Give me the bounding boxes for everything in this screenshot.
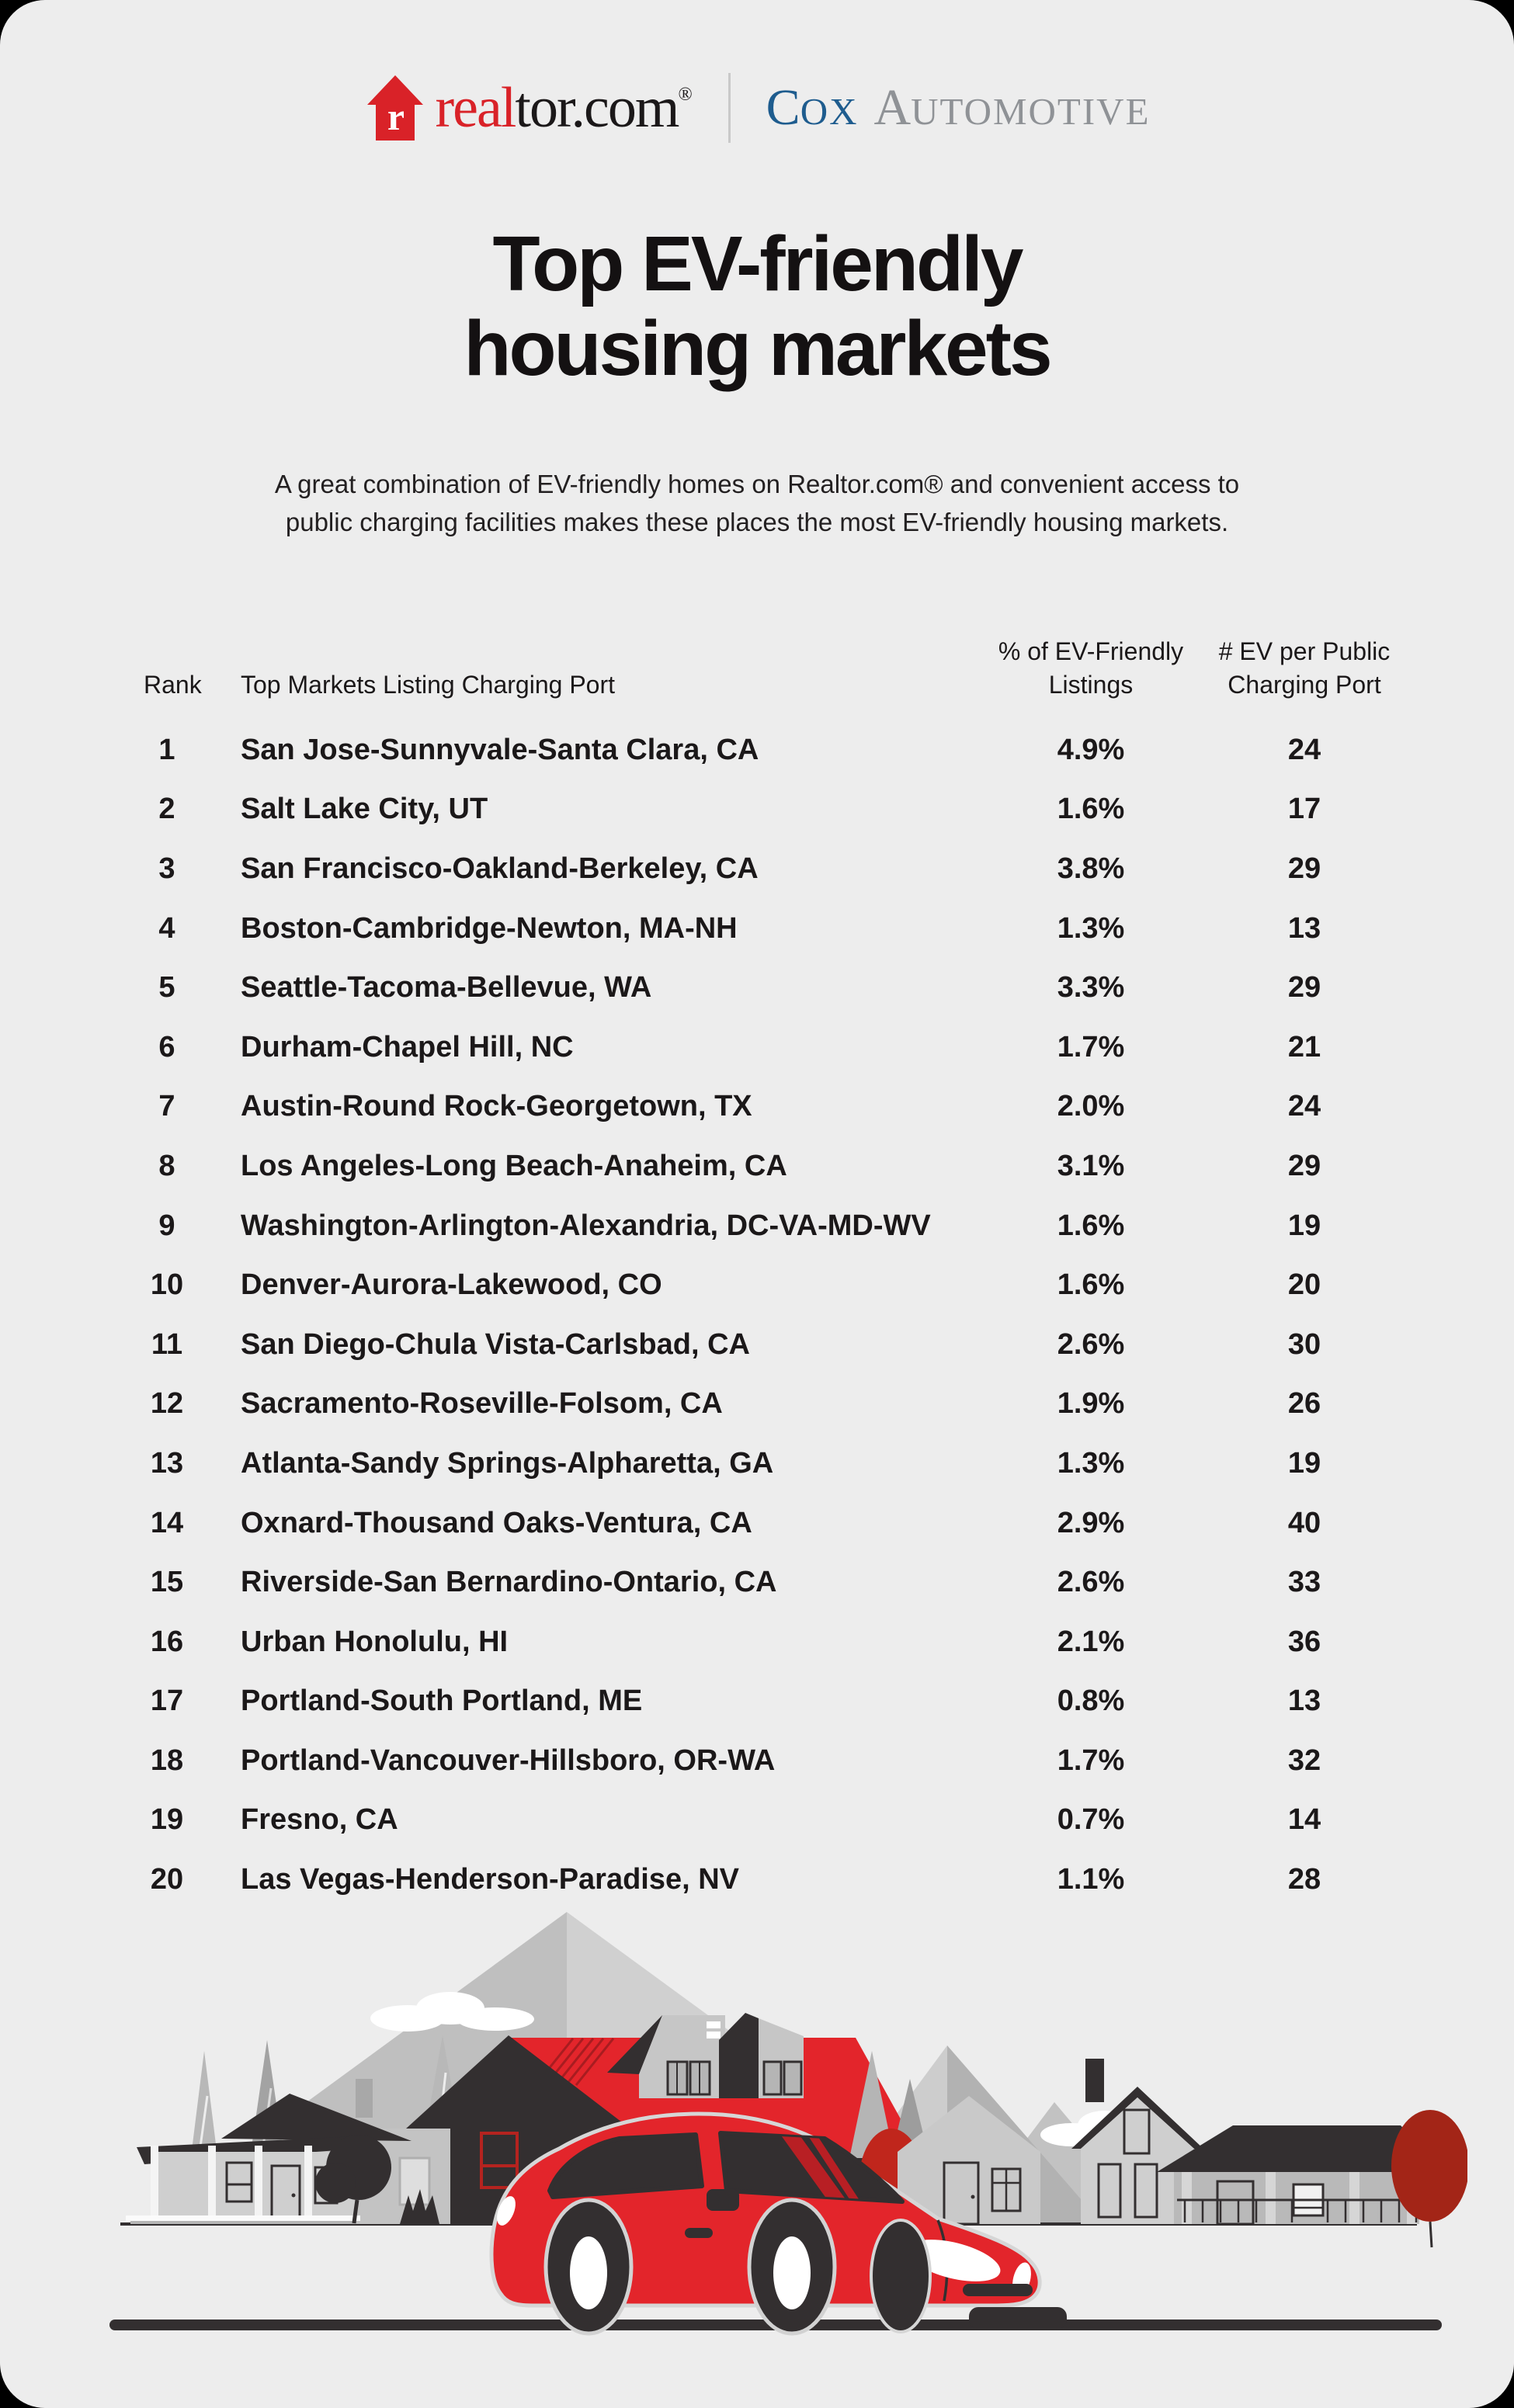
rank-cell: 17: [150, 1685, 184, 1718]
market-cell: San Francisco-Oakland-Berkeley, CA: [241, 852, 759, 885]
rank-cell: 19: [150, 1803, 184, 1837]
market-cell: San Jose-Sunnyvale-Santa Clara, CA: [241, 733, 759, 766]
realtor-logo-text: [435, 76, 693, 140]
pct-cell: 0.8%: [1057, 1685, 1125, 1718]
table-row: [144, 958, 1417, 1018]
rank-cell: 16: [150, 1625, 184, 1658]
table-row: [144, 1018, 1417, 1077]
red-house-r-icon: [364, 74, 426, 142]
table-row: [144, 720, 1417, 780]
ev-cell: 20: [1287, 1268, 1321, 1302]
pct-cell: 2.6%: [1057, 1566, 1125, 1599]
market-cell: Fresno, CA: [241, 1803, 398, 1837]
table-row: [144, 1731, 1417, 1791]
rank-cell: 6: [158, 1030, 175, 1063]
market-cell: Las Vegas-Henderson-Paradise, NV: [241, 1863, 740, 1896]
page-title-line2: housing markets: [464, 305, 1050, 392]
page-subtitle-line2: public charging facilities makes these places the most EV-friendly housing markets.: [285, 507, 1229, 536]
rank-cell: 18: [150, 1744, 184, 1777]
page-title-line1: Top EV-friendly: [492, 220, 1022, 307]
ev-cell: 13: [1287, 911, 1321, 945]
logo-divider: [728, 73, 731, 143]
ev-cell: 29: [1287, 1149, 1321, 1182]
pct-cell: 2.9%: [1057, 1506, 1125, 1539]
table-header: [144, 607, 1417, 702]
market-cell: Sacramento-Roseville-Folsom, CA: [241, 1387, 723, 1421]
table-row: [144, 839, 1417, 899]
pct-cell: 1.6%: [1057, 793, 1125, 826]
market-cell: Seattle-Tacoma-Bellevue, WA: [241, 971, 652, 1004]
pct-cell: 3.8%: [1057, 852, 1125, 885]
rank-cell: 14: [150, 1506, 184, 1539]
ev-cell: 36: [1287, 1625, 1321, 1658]
ev-cell: 19: [1287, 1209, 1321, 1242]
market-cell: Boston-Cambridge-Newton, MA-NH: [241, 911, 738, 945]
pct-cell: 2.0%: [1057, 1090, 1125, 1123]
realtor-logo-tor: tor.com: [515, 76, 679, 140]
column-header-pct-line1: % of EV-Friendly: [998, 637, 1184, 665]
ev-cell: 19: [1287, 1446, 1321, 1480]
table-row: [144, 1612, 1417, 1672]
market-cell: Salt Lake City, UT: [241, 793, 488, 826]
pct-cell: 1.1%: [1057, 1863, 1125, 1896]
ev-cell: 17: [1287, 793, 1321, 826]
column-header-pct: [990, 635, 1192, 702]
registered-mark: ®: [678, 85, 693, 105]
market-cell: Denver-Aurora-Lakewood, CO: [241, 1268, 662, 1302]
pct-cell: 3.1%: [1057, 1149, 1125, 1182]
column-header-ev-line1: # EV per Public: [1218, 637, 1391, 665]
table-body: [144, 720, 1417, 1910]
page-title: [0, 222, 1514, 391]
table-row: [144, 1136, 1417, 1196]
rank-cell: 12: [150, 1387, 184, 1421]
pct-cell: 2.1%: [1057, 1625, 1125, 1658]
column-header-market: Top Markets Listing Charging Port: [241, 670, 615, 699]
cox-word-rest: OX: [800, 90, 859, 133]
logo-row: [0, 73, 1514, 143]
realtor-logo: [364, 74, 693, 142]
table-row: [144, 1315, 1417, 1375]
table-row: [144, 1672, 1417, 1732]
pct-cell: 1.6%: [1057, 1268, 1125, 1302]
ev-cell: 32: [1287, 1744, 1321, 1777]
automotive-word-initial: A: [873, 79, 912, 136]
pct-cell: 1.9%: [1057, 1387, 1125, 1421]
ev-cell: 13: [1287, 1685, 1321, 1718]
cox-automotive-logo: [766, 78, 1151, 137]
pct-cell: 2.6%: [1057, 1327, 1125, 1361]
svg-text:r: r: [387, 95, 405, 138]
table-row: [144, 1255, 1417, 1315]
rank-cell: 11: [151, 1327, 183, 1361]
market-cell: Washington-Arlington-Alexandria, DC-VA-MD-WV: [241, 1209, 931, 1242]
table-row: [144, 1375, 1417, 1435]
neighborhood-illustration: [47, 1902, 1467, 2408]
pct-cell: 1.6%: [1057, 1209, 1125, 1242]
rank-cell: 20: [150, 1863, 184, 1896]
page-subtitle: [0, 466, 1514, 541]
cox-word-initial: C: [766, 79, 800, 136]
rank-cell: 4: [158, 911, 175, 945]
page-subtitle-line1: A great combination of EV-friendly homes on Realtor.com® and convenient access to: [274, 470, 1240, 498]
rank-cell: 8: [158, 1149, 175, 1182]
automotive-word-rest: UTOMOTIVE: [911, 90, 1151, 133]
ev-cell: 14: [1287, 1803, 1321, 1837]
ev-cell: 29: [1287, 852, 1321, 885]
table-row: [144, 1791, 1417, 1851]
table-row: [144, 1196, 1417, 1256]
ev-cell: 30: [1287, 1327, 1321, 1361]
column-header-ev-line2: Charging Port: [1228, 670, 1381, 699]
rank-cell: 15: [150, 1566, 184, 1599]
ev-cell: 40: [1287, 1506, 1321, 1539]
pct-cell: 4.9%: [1057, 733, 1125, 766]
market-cell: San Diego-Chula Vista-Carlsbad, CA: [241, 1327, 750, 1361]
market-cell: Urban Honolulu, HI: [241, 1625, 509, 1658]
pct-cell: 3.3%: [1057, 971, 1125, 1004]
ev-cell: 28: [1287, 1863, 1321, 1896]
table-row: [144, 1077, 1417, 1137]
rank-cell: 9: [158, 1209, 175, 1242]
rank-cell: 13: [150, 1446, 184, 1480]
market-cell: Los Angeles-Long Beach-Anaheim, CA: [241, 1149, 787, 1182]
rank-cell: 10: [150, 1268, 184, 1302]
table-row: [144, 1553, 1417, 1612]
ev-cell: 29: [1287, 971, 1321, 1004]
market-cell: Durham-Chapel Hill, NC: [241, 1030, 574, 1063]
table-row: [144, 1494, 1417, 1553]
table-row: [144, 1850, 1417, 1910]
realtor-logo-real: real: [435, 76, 516, 140]
rank-cell: 2: [158, 793, 175, 826]
rank-cell: 1: [158, 733, 175, 766]
market-cell: Portland-Vancouver-Hillsboro, OR-WA: [241, 1744, 776, 1777]
ev-cell: 26: [1287, 1387, 1321, 1421]
market-cell: Portland-South Portland, ME: [241, 1685, 643, 1718]
table-row: [144, 780, 1417, 840]
table-row: [144, 899, 1417, 959]
market-cell: Riverside-San Bernardino-Ontario, CA: [241, 1566, 777, 1599]
ev-cell: 24: [1287, 1090, 1321, 1123]
ev-cell: 24: [1287, 733, 1321, 766]
column-header-pct-line2: Listings: [1048, 670, 1134, 699]
ev-cell: 33: [1287, 1566, 1321, 1599]
table-row: [144, 1434, 1417, 1494]
pct-cell: 0.7%: [1057, 1803, 1125, 1837]
red-tree-right-icon: [1391, 2110, 1467, 2247]
market-cell: Austin-Round Rock-Georgetown, TX: [241, 1090, 752, 1123]
rank-cell: 7: [158, 1090, 175, 1123]
market-cell: Atlanta-Sandy Springs-Alpharetta, GA: [241, 1446, 774, 1480]
rank-cell: 3: [158, 852, 175, 885]
pct-cell: 1.7%: [1057, 1744, 1125, 1777]
rank-cell: 5: [158, 971, 175, 1004]
column-header-rank: Rank: [144, 670, 202, 699]
pct-cell: 1.3%: [1057, 911, 1125, 945]
pct-cell: 1.3%: [1057, 1446, 1125, 1480]
pct-cell: 1.7%: [1057, 1030, 1125, 1063]
market-cell: Oxnard-Thousand Oaks-Ventura, CA: [241, 1506, 752, 1539]
column-header-ev: [1192, 635, 1417, 702]
ev-cell: 21: [1287, 1030, 1321, 1063]
